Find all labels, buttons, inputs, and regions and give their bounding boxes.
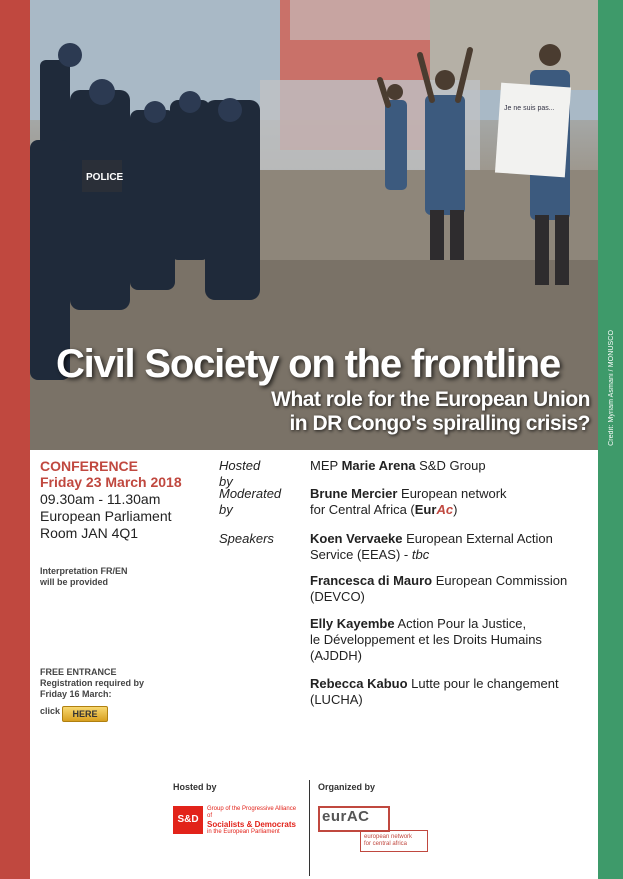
speaker-3-org-line-1: Action Pour la Justice,: [394, 616, 527, 631]
eurac-ac: Ac: [436, 502, 454, 517]
speaker-1-org-line-1: European External Action: [402, 531, 553, 546]
speaker-1-name: Koen Vervaeke: [310, 531, 403, 546]
hosted-role: Hosted by: [219, 458, 261, 489]
hosted-prefix: MEP: [310, 458, 342, 473]
speaker-4-text: [310, 676, 600, 708]
speaker-2-org-line-2: (DEVCO): [310, 589, 365, 604]
interpretation-line-1: Interpretation FR/EN: [40, 566, 128, 576]
registration-line-1: Registration required by: [40, 678, 145, 688]
moderator-close-paren: ): [453, 502, 458, 517]
click-label: click: [40, 706, 61, 716]
footer-organized-label: Organized by: [318, 782, 376, 792]
left-color-bar: [0, 0, 30, 879]
free-entrance-label: FREE ENTRANCE: [40, 667, 117, 677]
speaker-3-text: [310, 616, 600, 664]
subtitle-line-1: What role for the European Union: [271, 388, 590, 411]
sd-line-3: in the European Parliament: [207, 829, 280, 835]
moderator-name: Brune Mercier: [310, 486, 398, 501]
sd-line-2: Socialists & Democrats: [207, 820, 296, 829]
conference-venue: European Parliament: [40, 508, 172, 524]
speaker-4-org-line-1: Lutte pour le changement: [407, 676, 559, 691]
moderator-org-line-1: European network: [397, 486, 507, 501]
interpretation-line-2: will be provided: [40, 577, 109, 587]
moderator-org-line-2: for Central Africa (: [310, 502, 415, 517]
register-here-button[interactable]: HERE: [62, 706, 108, 722]
eurac-logo[interactable]: eurAC: [322, 808, 370, 825]
eurac-line-2: for central africa: [364, 841, 408, 847]
speakers-role: Speakers: [219, 531, 274, 546]
speaker-2-org-line-1: European Commission: [432, 573, 568, 588]
footer-divider: [309, 780, 310, 876]
eurac-line-1: european network: [364, 834, 413, 840]
conference-label: CONFERENCE: [40, 458, 139, 474]
eurac-subtitle: [360, 830, 428, 852]
hosted-value: [310, 458, 600, 474]
eurac-eur: Eur: [414, 502, 437, 517]
conference-date: Friday 23 March 2018: [40, 474, 182, 490]
conference-block: [40, 458, 210, 542]
speaker-2-text: [310, 573, 600, 605]
sd-group-logo[interactable]: S&D: [173, 806, 203, 834]
hosted-group: S&D Group: [415, 458, 486, 473]
subtitle-line-2: in DR Congo's spiralling crisis?: [289, 412, 590, 435]
moderated-value: [310, 486, 600, 518]
speaker-1-tbc: tbc: [411, 547, 430, 562]
svg-text:Je ne suis pas...: Je ne suis pas...: [504, 105, 555, 112]
svg-text:POLICE: POLICE: [86, 172, 124, 183]
speaker-4-org-line-2: (LUCHA): [310, 692, 363, 707]
sd-group-text: [207, 806, 302, 836]
registration-line-2: Friday 16 March:: [40, 689, 112, 699]
page-title: Civil Society on the frontline: [56, 342, 561, 386]
speaker-4-name: Rebecca Kabuo: [310, 676, 408, 691]
host-name: Marie Arena: [341, 458, 416, 473]
conference-room: Room JAN 4Q1: [40, 525, 139, 541]
speaker-3-org-line-2: le Développement et les Droits Humains: [310, 632, 542, 647]
photo-credit: Credit: Myriam Asmani / MONUSCO: [608, 330, 615, 446]
speaker-3-org-line-3: (AJDDH): [310, 648, 362, 663]
speaker-1-text: [310, 531, 600, 563]
interpretation-note: [40, 566, 190, 588]
page-subtitle: [150, 388, 590, 436]
moderated-role: Moderated by: [219, 486, 282, 517]
sd-line-1: Group of the Progressive Alliance of: [207, 806, 297, 819]
speaker-2-name: Francesca di Mauro: [310, 573, 433, 588]
footer-hosted-label: Hosted by: [173, 782, 217, 792]
conference-time: 09.30am - 11.30am: [40, 491, 161, 507]
speaker-1-org-line-2: Service (EEAS) -: [310, 547, 412, 562]
registration-note: [40, 667, 190, 700]
speaker-3-name: Elly Kayembe: [310, 616, 395, 631]
